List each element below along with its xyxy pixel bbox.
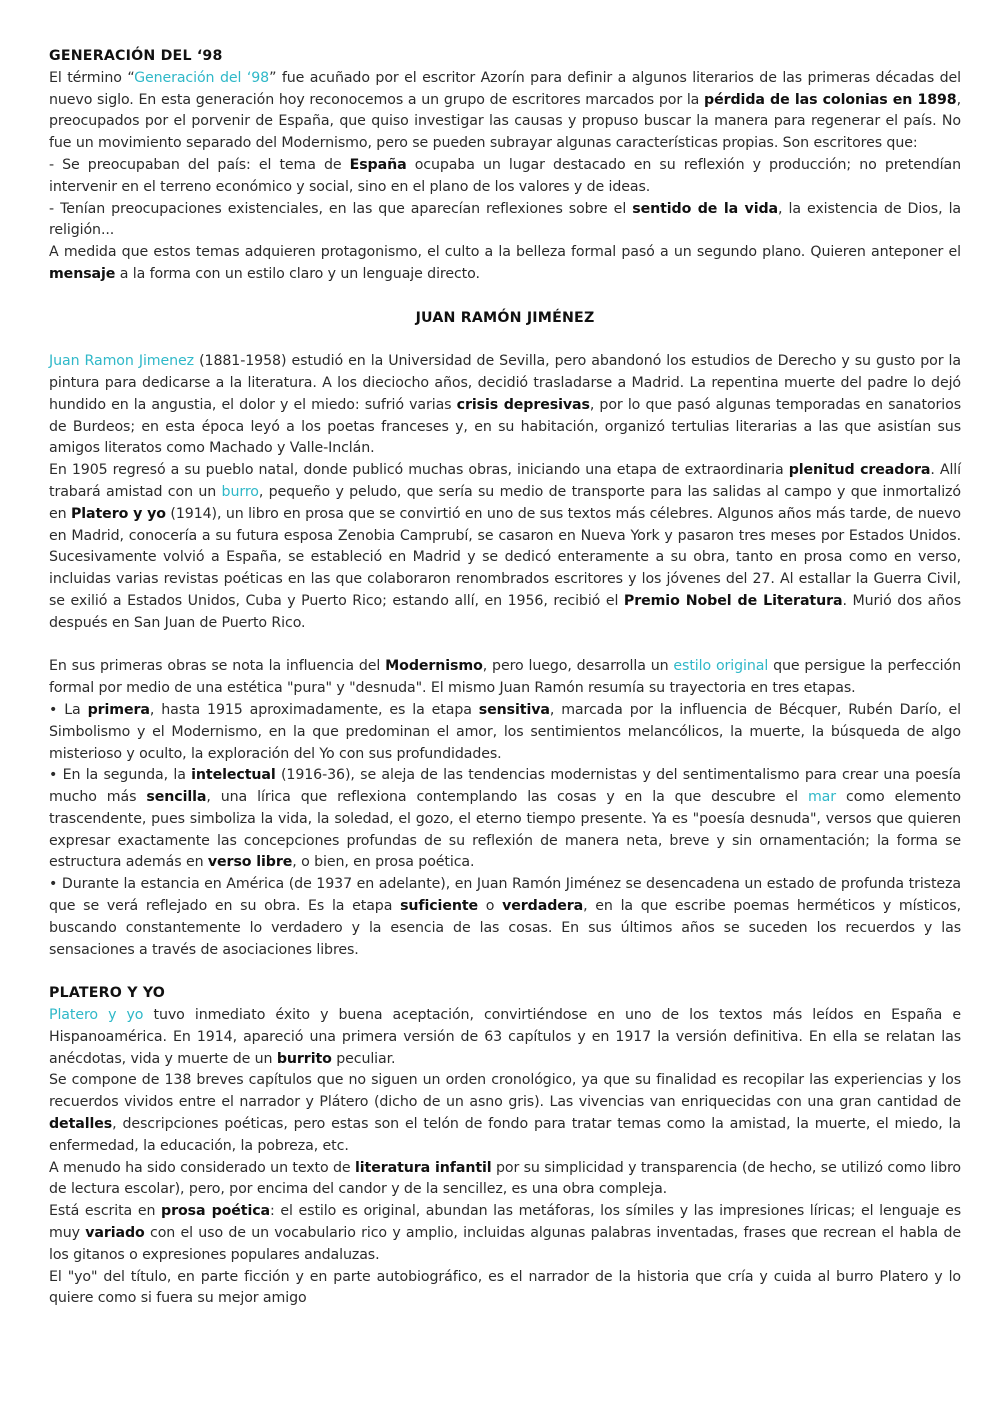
section-title-jrj: JUAN RAMÓN JIMÉNEZ xyxy=(415,309,595,326)
paragraph-platero-infantil: A menudo ha sido considerado un texto de literatura infantil por su simplicidad y transparencia (de hecho, se utilizó como libro de lectura escolar), pero, por encima del candor y de la sencillez, es una obra compleja. xyxy=(49,1159,961,1198)
link-estilo-original[interactable]: estilo original xyxy=(673,658,769,675)
paragraph-platero-prosa: Está escrita en prosa poética: el estilo es original, abundan las metáforas, los símiles y las impresiones líricas; el lenguaje es muy variado con el uso de un vocabulario rico y amplio, incluidas algunas palabras inventadas, frases que recrean el habla de los gitanos o expresiones populares andaluzas. xyxy=(49,1203,961,1263)
paragraph-jrj-etapa-1: • La primera, hasta 1915 aproximadamente, es la etapa sensitiva, marcada por la influencia de Bécquer, Rubén Darío, el Simbolismo y el Modernismo, en la que predominan el amor, los sentimientos melancólicos, la muerte, la búsqueda de algo misterioso y oculto, la exploración del Yo con sus profundidades. xyxy=(49,701,961,762)
paragraph-98-intro: El término “Generación del ‘98” fue acuñado por el escritor Azorín para definir a algunos literarios de las primeras décadas del nuevo siglo. En esta generación hoy reconocemos a un grupo de escritores marcados por la pérdida de las colonias en 1898, preocupados por el porvenir de España, que quiso investigar las causas y propuso buscar la manera para regenerar el país. No fue un movimiento separado del Modernismo, pero se pueden subrayar algunas características propias. Son escritores que: xyxy=(49,69,961,152)
paragraph-platero-capitulos: Se compone de 138 breves capítulos que no siguen un orden cronológico, ya que su finalidad es recopilar las experiencias y los recuerdos vividos entre el narrador y Plátero (dicho de un asno gris). Las vivencias van enriquecidas con una gran cantidad de detalles, descripciones poéticas, pero estas son el telón de fondo para tratar temas como la amistad, la muerte, el miedo, la enfermedad, la educación, la pobreza, etc. xyxy=(49,1072,961,1154)
section-title-platero: PLATERO Y YO xyxy=(49,985,166,1002)
paragraph-jrj-estilo: En sus primeras obras se nota la influencia del Modernismo, pero luego, desarrolla un estilo original que persigue la perfección formal por medio de una estética "pura" y "desnuda". El mismo Juan Ramón resumía su trayectoria en tres etapas. xyxy=(49,658,961,697)
paragraph-98-espana: - Se preocupaban del país: el tema de España ocupaba un lugar destacado en su reflexión y producción; no pretendían intervenir en el terreno económico y social, sino en el plano de los valores y de ideas. xyxy=(49,156,961,195)
paragraph-98-existenciales: - Tenían preocupaciones existenciales, en las que aparecían reflexiones sobre el sentido de la vida, la existencia de Dios, la religión... xyxy=(49,200,962,239)
section-title-generacion-98: GENERACIÓN DEL ‘98 xyxy=(49,48,223,64)
paragraph-jrj-etapa-2: • En la segunda, la intelectual (1916-36), se aleja de las tendencias modernistas y del sentimentalismo para crear una poesía mucho más sencilla, una lírica que reflexiona contemplando las cosas y en la que descubre el mar como elemento trascendente, pues simboliza la vida, la soledad, el gozo, el eterno tiempo presente. Ya es "poesía desnuda", versos que quieren expresar exactamente las concepciones profundas de su reflexión de manera neta, breve y sin ornamentación; la forma se estructura además en verso libre, o bien, en prosa poética. xyxy=(49,767,961,871)
link-juan-ramon-jimenez[interactable]: Juan Ramon Jimenez xyxy=(49,353,194,370)
spacer xyxy=(49,329,961,351)
paragraph-jrj-1905: En 1905 regresó a su pueblo natal, donde publicó muchas obras, iniciando una etapa de extraordinaria plenitud creadora. Allí trabará amistad con un burro, pequeño y peludo, que sería su medio de transporte para las salidas al campo y que inmortalizó en Platero y yo (1914), un libro en prosa que se convirtió en uno de sus textos más célebres. Algunos años más tarde, de nuevo en Madrid, conocería a su futura esposa Zenobia Camprubí, se casaron en Nueva York y pasaron tres meses por Estados Unidos. Sucesivamente volvió a España, se estableció en Madrid y se dedicó enteramente a su obra, tanto en prosa como en verso, incluidas varias revistas poéticas en las que colaboraron renombrados escritores y los jóvenes del 27. Al estallar la Guerra Civil, se exilió a Estados Unidos, Cuba y Puerto Rico; estando allí, en 1956, recibió el Premio Nobel de Literatura. Murió dos años después en San Juan de Puerto Rico. xyxy=(49,462,961,631)
paragraph-98-mensaje: A medida que estos temas adquieren protagonismo, el culto a la belleza formal pasó a un segundo plano. Quieren anteponer el mensaje a la forma con un estilo claro y un lenguaje directo. xyxy=(49,244,961,282)
spacer xyxy=(49,286,961,308)
paragraph-platero-yo: El "yo" del título, en parte ficción y en parte autobiográfico, es el narrador de la historia que cría y cuida al burro Platero y lo quiere como si fuera su mejor amigo xyxy=(49,1268,961,1307)
paragraph-platero-exito: Platero y yo tuvo inmediato éxito y buena aceptación, convirtiéndose en uno de los textos más leídos en España e Hispanoamérica. En 1914, apareció una primera versión de 63 capítulos y en 1917 la versión definitiva. En ella se relatan las anécdotas, vida y muerte de un burrito peculiar. xyxy=(49,1007,961,1067)
paragraph-jrj-etapa-3: • Durante la estancia en América (de 1937 en adelante), en Juan Ramón Jiménez se desencadena un estado de profunda tristeza que se verá reflejado en su obra. Es la etapa suficiente o verdadera, en la que escribe poemas herméticos y místicos, buscando constantemente lo verdadero y la esencia de las cosas. En sus últimos años se suceden los recuerdos y las sensaciones a través de asociaciones libres. xyxy=(49,876,961,958)
spacer xyxy=(49,961,961,983)
spacer xyxy=(49,635,961,657)
link-burro[interactable]: burro xyxy=(221,483,259,500)
paragraph-jrj-bio: Juan Ramon Jimenez (1881-1958) estudió en la Universidad de Sevilla, pero abandonó los estudios de Derecho y su gusto por la pintura para dedicarse a la literatura. A los dieciocho años, decidió trasladarse a Madrid. La repentina muerte del padre lo dejó hundido en la angustia, el dolor y el miedo: sufrió varias crisis depresivas, por lo que pasó algunas temporadas en sanatorios de Burdeos; en esta época leyó a los poetas franceses y, en su habitación, organizó tertulias literarias a las que asistían sus amigos literatos como Machado y Valle-Inclán. xyxy=(49,353,962,457)
link-platero-y-yo[interactable]: Platero y yo xyxy=(49,1007,144,1024)
link-mar[interactable]: mar xyxy=(807,789,837,806)
link-generacion-98[interactable]: Generación del ‘98 xyxy=(134,69,270,86)
